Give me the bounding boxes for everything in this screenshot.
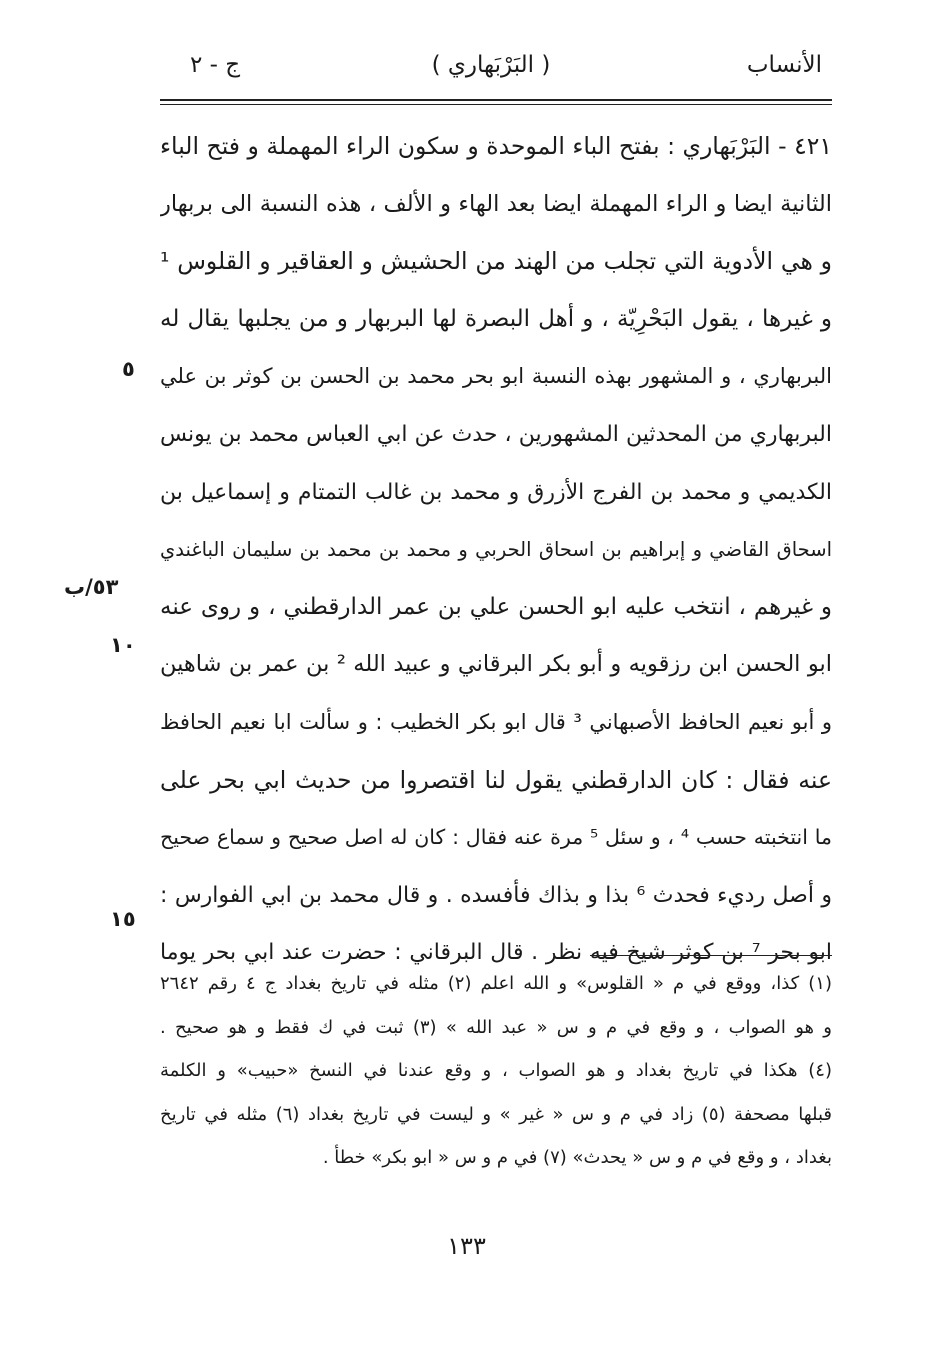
line-number-5: ٥ (122, 357, 135, 381)
main-text (160, 118, 832, 982)
footnote-line: و هو الصواب ، و وقع في م و س « عبد الله » (٣) ثبت في ك فقط و هو صحيح . (160, 1016, 832, 1038)
text-line: و غيرهم ، انتخب عليه ابو الحسن علي بن عمر الدارقطني ، و روى عنه (160, 593, 832, 620)
footnotes (160, 962, 832, 1180)
header-rule-thin (160, 104, 832, 105)
text-line: الثانية ايضا و الراء المهملة ايضا بعد الهاء و الألف ، هذه النسبة الى بربهار (160, 190, 832, 217)
entry-heading: ( البَرْبَهاري ) (431, 52, 551, 78)
footnote-line: (٤) هكذا في تاريخ بغداد و هو الصواب ، و وقع عندنا في النسخ «حبيب» و الكلمة (160, 1060, 832, 1082)
text-line: ما انتخبته حسب ⁴ ، و سئل ⁵ مرة عنه فقال : كان له اصل صحيح و سماع صحيح (160, 825, 832, 850)
text-line: اسحاق القاضي و إبراهيم بن اسحاق الحربي و محمد بن محمد بن سليمان الباغندي (160, 538, 832, 562)
footnote-line: (١) كذا، ووقع في م « القلوس» و الله اعلم (٢) مثله في تاريخ بغداد ج ٤ رقم ٢٦٤٢ (160, 973, 832, 994)
text-line: و غيرها ، يقول البَحْرِيّة ، و أهل البصرة لها البربهار و من يجلبها يقال له (160, 305, 832, 332)
page-number: ١٣٣ (447, 1232, 486, 1260)
text-line: ٤٢١ - البَرْبَهاري : بفتح الباء الموحدة و سكون الراء المهملة و فتح الباء (160, 132, 832, 160)
text-line: الكديمي و محمد بن الفرج الأزرق و محمد بن غالب التمتام و إسماعيل بن (160, 479, 832, 505)
footnote-line: بغداد ، و وقع في م و س « يحدث» (٧) في م و س « ابو بكر» خطأ . (322, 1147, 832, 1169)
text-line: ابو الحسن ابن رزقويه و أبو بكر البرقاني و عبيد الله ² بن عمر بن شاهين (160, 651, 832, 678)
footnote-line: قبلها مصحفة (٥) زاد في م و س « غير » و ليست في تاريخ بغداد (٦) مثله في تاريخ (160, 1103, 832, 1125)
line-number-10: ١٠ (110, 633, 136, 657)
footnote-rule (590, 955, 832, 956)
text-line: و هي الأدوية التي تجلب من الهند من الحشيش و العقاقير و القلوس ¹ (160, 247, 832, 276)
text-line: عنه فقال : كان الدارقطني يقول لنا اقتصروا من حديث ابي بحر على (160, 765, 832, 794)
book-title: الأنساب (746, 52, 822, 78)
volume-label: ج - ٢ (190, 52, 241, 78)
text-line: البربهاري ، و المشهور بهذه النسبة ابو بحر محمد بن الحسن بن كوثر بن علي (160, 364, 832, 389)
text-line: و أصل رديء فحدث ⁶ بذا و بذاك فأفسده . و قال محمد بن ابي الفوارس : (160, 882, 832, 908)
text-line: و أبو نعيم الحافظ الأصبهاني ³ قال ابو بكر الخطيب : و سألت ابا نعيم الحافظ (160, 709, 832, 734)
text-line: البربهاري من المحدثين المشهورين ، حدث عن ابي العباس محمد بن يونس (160, 421, 832, 447)
header-rule (160, 99, 832, 101)
running-head (160, 52, 822, 92)
line-number-15: ١٥ (110, 907, 136, 931)
folio-mark: ٥٣/ب (64, 575, 119, 599)
text-line: ابو بحر ⁷ بن كوثر شيخ فيه نظر . قال البرقاني : حضرت عند ابي بحر يوما (160, 940, 832, 966)
